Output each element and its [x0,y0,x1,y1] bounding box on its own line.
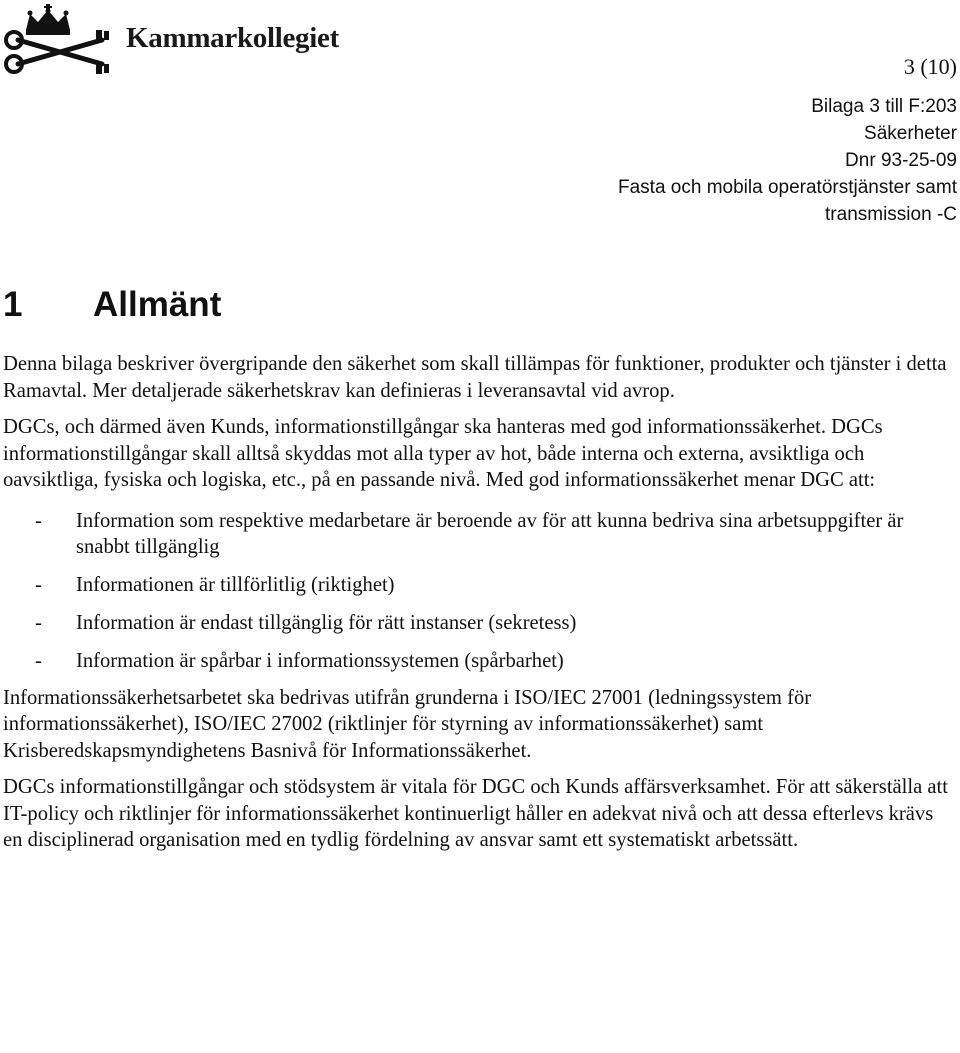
section-title: Allmänt [93,285,222,324]
meta-title-line-1: Fasta och mobila operatörstjänster samt [618,177,957,198]
document-meta [618,93,957,228]
bullet-marker: - [35,509,42,532]
list-item-text: Information är endast tillgänglig för rätt instanser (sekretess) [76,612,577,634]
meta-reference-number: Dnr 93-25-09 [845,150,957,171]
list-item [3,648,955,675]
crown-keys-emblem-icon [4,0,122,74]
organisation-paragraph: DGCs informationstillgångar och stödsystem är vitala för DGC och Kunds affärsverksamhet. För att säkerställa att IT-policy och riktlinjer för informationssäkerhet kontinuerligt håller en adekvat nivå och att dessa efterlevs krävs en disciplinerad organisation med en tydlig fördelning av ansvar samt ett systematiskt arbetssätt. [3,776,948,851]
bullet-marker: - [35,612,42,634]
standards-paragraph: Informationssäkerhetsarbetet ska bedrivas utifrån grunderna i ISO/IEC 27001 (ledningssystem för informationssäkerhet), ISO/IEC 27002 (riktlinjer för styrning av informationssäkerhet) samt Krisberedskapsmyndighetens Basnivå för Informationssäkerhet. [3,686,812,762]
meta-subject: Säkerheter [864,123,957,144]
section-number: 1 [3,285,23,324]
page-number: 3 (10) [903,54,957,79]
intro-paragraph: Denna bilaga beskriver övergripande den säkerhet som skall tillämpas för funktioner, produkter och tjänster i detta Ramavtal. Mer detaljerade säkerhetskrav kan definieras i leveransavtal vid avrop. [3,353,947,402]
section-heading [3,282,221,328]
list-item-text: Information är spårbar i informationssystemen (spårbarhet) [76,650,564,672]
meta-title-line-2: transmission -C [825,204,957,225]
list-item [3,610,955,637]
kammarkollegiet-logo [4,0,360,78]
logo-wordmark: Kammarkollegiet [126,22,339,54]
list-item-text: Information som respektive medarbetare är beroende av för att kunna bedriva sina arbetsuppgifter är snabbt tillgänglig [76,509,904,558]
list-item [3,572,955,599]
bullet-marker: - [35,650,42,672]
list-item-text: Informationen är tillförlitlig (riktighet) [76,574,395,596]
security-paragraph: DGCs, och därmed även Kunds, informationstillgångar ska hanteras med god informationssäkerhet. DGCs informationstillgångar skall alltså skyddas mot alla typer av hot, både interna och externa, avsiktliga och oavsiktliga, fysiska och logiska, etc., på en passande nivå. Med god informationssäkerhet menar DGC att: [3,416,883,491]
document-body [3,351,955,854]
bullet-marker: - [35,574,42,596]
list-item [3,508,955,561]
meta-attachment: Bilaga 3 till F:203 [811,96,957,117]
